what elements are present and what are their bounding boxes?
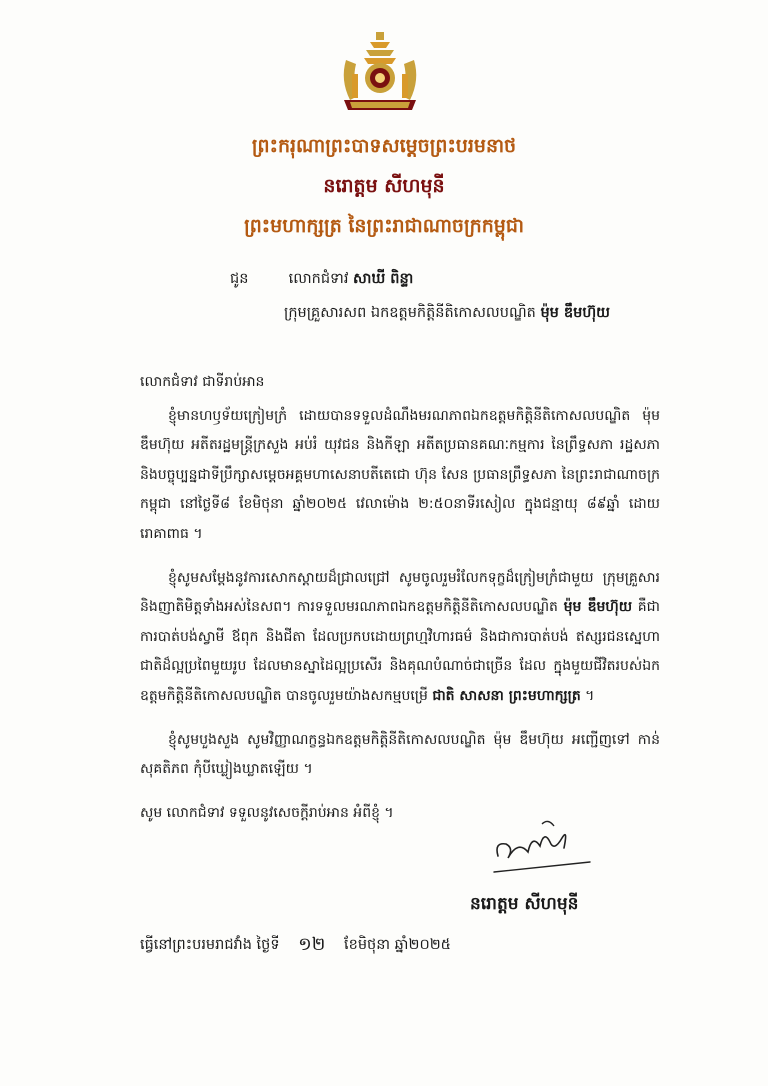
paragraph-2-part-1: ខ្ញុំសូមសម្តែងនូវការសោកស្តាយដ៏ជ្រាលជ្រៅ សូមចូលរួមរំលែកទុក្ខដ៏ក្រៀមក្រំជាមួយ ក្រុមគ្រួសារ និងញាតិមិត្តទាំងអស់នៃសព។ ការទទួលមរណភាពឯកឧត្តមកិត្តិនីតិកោសលបណ្ឌិត: [140, 569, 660, 616]
date-suffix: ខែមិថុនា ឆ្នាំ២០២៥: [344, 937, 451, 953]
date-day: ១២: [298, 934, 326, 955]
date-prefix: ធ្វើនៅព្រះបរមរាជវាំង ថ្ងៃទី: [140, 937, 280, 953]
letter-body: [140, 368, 660, 828]
addressee-title: លោកជំទាវ: [288, 271, 349, 287]
paragraph-2: [140, 564, 660, 712]
royal-emblem-icon: [336, 30, 424, 114]
addressee-label: ជូន: [230, 271, 249, 287]
title-line-3: ព្រះមហាក្សត្រ នៃព្រះរាជាណាចក្រកម្ពុជា: [244, 215, 524, 237]
title-line-2: នរោត្តម សីហមុនី: [323, 175, 445, 197]
paragraph-1: ខ្ញុំមានហឫទ័យក្រៀមក្រំ ដោយបានទទួលដំណឹងមរណភាពឯកឧត្តមកិត្តិនីតិកោសលបណ្ឌិត ម៉ុម ឌឹមហ៊ុយ អតីតរដ្ឋមន្ត្រីក្រសួង អប់រំ យុវជន និងកីឡា អតីតប្រធានគណៈកម្មការ នៃព្រឹទ្ធសភា រដ្ឋសភា និងបច្ចុប្បន្នជាទីប្រឹក្សាសម្តេចអគ្គមហាសេនាបតីតេជោ ហ៊ុន សែន ប្រធានព្រឹទ្ធសភា នៃព្រះរាជាណាចក្រកម្ពុជា នៅថ្ងៃទី៨ ខែមិថុនា ឆ្នាំ២០២៥ វេលាម៉ោង ២:៥០នាទីរសៀល ក្នុងជន្មាយុ ៨៩ឆ្នាំ ដោយរោគាពាធ ។: [140, 407, 660, 542]
addressee-name: សាឃី ពិន្ទា: [353, 271, 414, 287]
paragraph-2-motto: ជាតិ សាសនា ព្រះមហាក្សត្រ: [432, 687, 581, 704]
letterhead-title: [0, 126, 768, 246]
paragraph-2-end: ។: [585, 687, 595, 704]
closing-line: សូម លោកជំទាវ ទទួលនូវសេចក្តីរាប់អាន អំពីខ្ញុំ ។: [140, 804, 394, 821]
salutation: លោកជំទាវ ជាទីរាប់អាន: [140, 374, 265, 390]
handwritten-signature: [484, 812, 594, 882]
addressee-block: [230, 262, 610, 330]
deceased-name: ម៉ុម ឌឹមហ៊ុយ: [540, 305, 610, 321]
paragraph-3: ខ្ញុំសូមបួងសួង សូមវិញ្ញាណក្ខន្ធឯកឧត្តមកិត្តិនីតិកោសលបណ្ឌិត ម៉ុម ឌឹមហ៊ុយ អញ្ជើញទៅ កាន់សុគតិភព កុំបីឃ្លៀងឃ្លាតឡើយ ។: [140, 731, 660, 778]
signatory-name: នរោត្តម សីហមុនី: [470, 894, 579, 914]
addressee-line-2: [230, 296, 610, 330]
addressee-family: ក្រុមគ្រួសារសព ឯកឧត្តមកិត្តិនីតិកោសលបណ្ឌិត: [284, 305, 536, 321]
addressee-line-1: [230, 262, 610, 296]
paragraph-2-name: ម៉ុម ឌឹមហ៊ុយ: [563, 599, 633, 616]
date-line: [140, 932, 451, 959]
title-line-1: ព្រះករុណាព្រះបាទសម្តេចព្រះបរមនាថ: [251, 135, 517, 157]
paragraph-2-part-2: គឺជាការបាត់បង់ស្វាមី ឪពុក និងជីតា ដែលប្រកបដោយព្រហ្មវិហារធម៌ និងជាការបាត់បង់ ឥស្សរជនស្នេហាជាតិដ៏ល្អប្រពៃមួយរូប ដែលមានស្នាដៃល្អប្រសើរ និងគុណបំណាច់ជាច្រើន ដែល ក្នុងមួយជីវិតរបស់ឯកឧត្តមកិត្តិនីតិកោសលបណ្ឌិត បានចូលរួមយ៉ាងសកម្មបម្រើ: [140, 599, 660, 704]
